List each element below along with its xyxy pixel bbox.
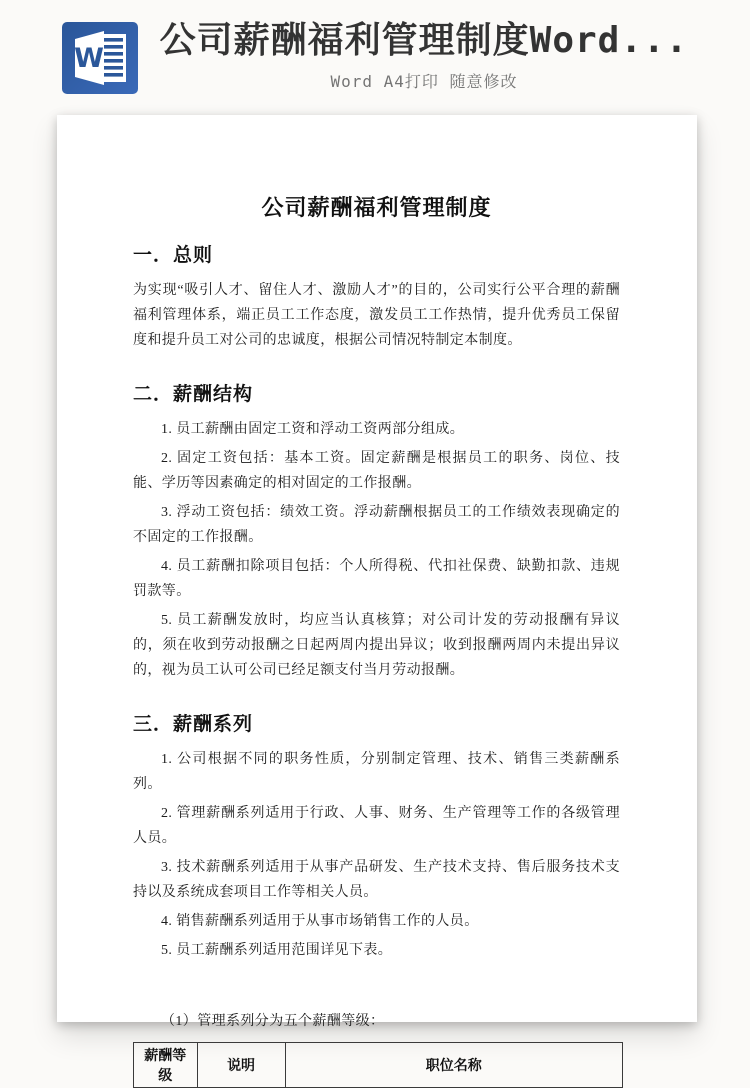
section-2-item-4: 4. 员工薪酬扣除项目包括：个人所得税、代扣社保费、缺勤扣款、违规罚款等。	[133, 559, 620, 599]
section-heading-1: 一．总则	[133, 245, 214, 266]
page-subtitle: Word A4打印 随意修改	[330, 71, 518, 91]
svg-text:W: W	[73, 43, 104, 74]
section-2-item-2: 2. 固定工资包括：基本工资。固定薪酬是根据员工的职务、岗位、技能、学历等因素确定的相对固定的工作报酬。	[133, 451, 620, 491]
section-3-item-2: 2. 管理薪酬系列适用于行政、人事、财务、生产管理等工作的各级管理人员。	[133, 806, 620, 846]
salary-grade-table	[133, 1042, 623, 1088]
section-3-item-4: 4. 销售薪酬系列适用于从事市场销售工作的人员。	[161, 914, 479, 929]
table-header-position: 职位名称	[285, 1043, 622, 1088]
section-heading-3: 三．薪酬系列	[133, 714, 254, 735]
table-header-row	[134, 1043, 623, 1088]
section-1-paragraph: 为实现“吸引人才、留住人才、激励人才”的目的，公司实行公平合理的薪酬福利管理体系，端正员工工作态度，激发员工工作热情，提升优秀员工保留度和提升员工对公司的忠诚度，根据公司情况特制定本制度。	[133, 283, 620, 348]
table-header-grade: 薪酬等级	[134, 1043, 198, 1088]
section-2-item-5: 5. 员工薪酬发放时，均应当认真核算；对公司计发的劳动报酬有异议的，须在收到劳动报酬之日起两周内提出异议；收到报酬两周内未提出异议的，视为员工认可公司已经足额支付当月劳动报酬。	[133, 613, 620, 678]
word-logo-icon	[62, 22, 138, 94]
section-2-item-1: 1. 员工薪酬由固定工资和浮动工资两部分组成。	[161, 422, 465, 437]
section-2-item-3: 3. 浮动工资包括：绩效工资。浮动薪酬根据员工的工作绩效表现确定的不固定的工作报酬。	[133, 505, 620, 545]
page-title: 公司薪酬福利管理制度Word...	[159, 20, 689, 61]
table-intro-line: （1）管理系列分为五个薪酬等级：	[161, 1014, 385, 1029]
document-title: 公司薪酬福利管理制度	[261, 195, 492, 220]
section-3-item-5: 5. 员工薪酬系列适用范围详见下表。	[161, 943, 393, 958]
table-header-description: 说明	[197, 1043, 285, 1088]
document-page-preview	[57, 115, 697, 1083]
section-3-item-1: 1. 公司根据不同的职务性质，分别制定管理、技术、销售三类薪酬系列。	[133, 752, 620, 792]
section-heading-2: 二．薪酬结构	[133, 384, 254, 405]
section-3-item-3: 3. 技术薪酬系列适用于从事产品研发、生产技术支持、售后服务技术支持以及系统成套项目工作等相关人员。	[133, 860, 620, 900]
site-header	[0, 0, 750, 108]
